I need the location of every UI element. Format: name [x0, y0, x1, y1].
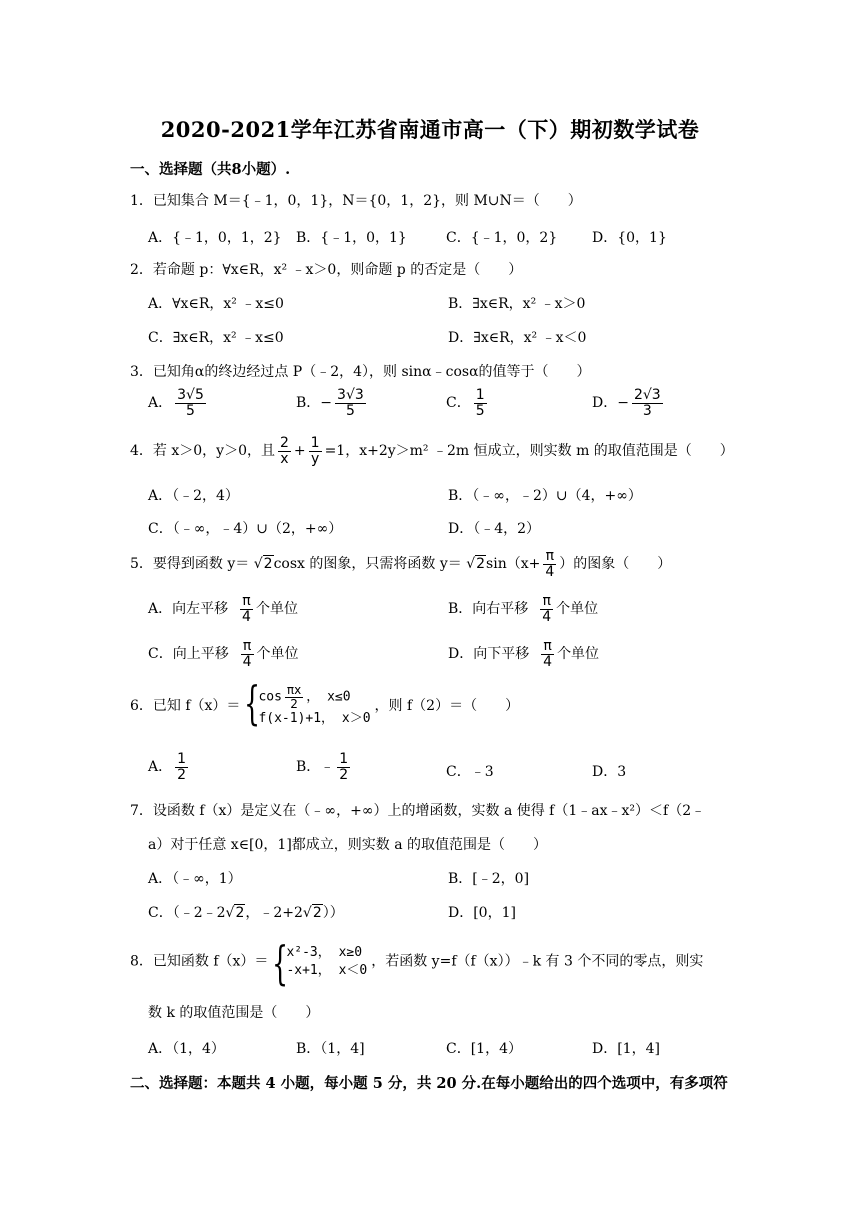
denominator: 2 [339, 766, 349, 783]
question-8-option-d: D．[1，4] [592, 1041, 660, 1057]
question-3-option-b [296, 388, 369, 418]
unit-text: 个单位 [255, 601, 298, 618]
question-4-stem [130, 436, 734, 466]
numerator: 1 [177, 751, 187, 767]
stem-text: ，若函数 y=f（f（x））﹣k 有 3 个不同的零点，则实 [371, 953, 704, 970]
question-6-option-b [296, 752, 353, 782]
minus-sign: − [617, 395, 629, 412]
question-7-line-2: a）对于任意 x∈[0，1]都成立，则实数 a 的取值范围是（ ） [148, 837, 548, 853]
option-letter: C． [446, 395, 471, 412]
question-7-line-1: 7．设函数 f（x）是定义在（﹣∞，+∞）上的增函数，实数 a 使得 f（1﹣ax﹣x²）＜f（2﹣ [130, 803, 706, 819]
fraction [309, 436, 322, 466]
piecewise-function [244, 676, 371, 730]
question-5-option-b [448, 594, 598, 624]
numerator: 1 [475, 387, 485, 403]
question-8-option-b: B．（1，4] [296, 1041, 365, 1057]
question-5-option-c [148, 639, 299, 669]
question-1-option-d: D．{0，1} [592, 230, 667, 246]
denominator: 2 [177, 766, 187, 783]
fraction [241, 639, 254, 669]
stem-text: sin（x+ [486, 556, 541, 573]
section-heading-2: 二、选择题：本题共 4 小题，每小题 5 分，共 20 分.在每小题给出的四个选项中，有多项符 [130, 1075, 728, 1092]
question-4-option-a: A．（﹣2，4） [148, 488, 239, 504]
question-8-option-a: A．（1，4） [148, 1041, 225, 1057]
option-text: C．（﹣2﹣2 [148, 905, 226, 921]
option-text: ）） [322, 905, 344, 921]
question-5-stem [130, 549, 671, 579]
fraction [175, 752, 188, 782]
numerator: πx [286, 683, 302, 697]
option-text: C．向上平移 [148, 646, 229, 663]
equals-text: =1， [324, 443, 360, 460]
stem-text: ）的图象（ ） [559, 556, 672, 573]
fraction [335, 388, 366, 418]
question-8-stem [130, 936, 704, 990]
minus-sign: − [320, 395, 333, 412]
stem-text: 5．要得到函数 y＝ [130, 556, 250, 573]
option-letter: A． [148, 395, 173, 412]
question-2-option-c: C．∃x∈R，x² ﹣x≤0 [148, 330, 284, 346]
left-brace: { [272, 936, 289, 990]
row-text: ， x≤0 [306, 689, 351, 705]
row-text: cos [258, 689, 282, 705]
question-3-option-d [592, 388, 666, 418]
numerator: π [241, 639, 254, 655]
numerator: 1 [339, 751, 349, 767]
piecewise-row-1 [258, 684, 370, 710]
question-1-option-b: B．{﹣1，0，1} [296, 230, 407, 246]
option-letter: B．﹣ [296, 759, 335, 776]
question-6-option-d: D．3 [592, 764, 627, 780]
fraction [278, 436, 291, 466]
question-6-option-a [148, 752, 191, 782]
option-text: A．向左平移 [148, 601, 229, 618]
question-2-option-a: A．∀x∈R，x² ﹣x≤0 [148, 296, 284, 312]
fraction [285, 684, 303, 710]
page-title: 2020-2021学年江苏省南通市高一（下）期初数学试卷 [160, 117, 700, 142]
denominator: 5 [186, 402, 195, 419]
option-letter: D． [592, 395, 618, 412]
question-6-stem [130, 676, 520, 730]
numerator: π [240, 594, 253, 610]
numerator: π [540, 594, 553, 610]
question-2-option-d: D．∃x∈R，x² ﹣x＜0 [448, 330, 587, 346]
option-letter: A． [148, 759, 173, 776]
question-3-option-a [148, 388, 209, 418]
question-1-stem: 1．已知集合 M＝{﹣1，0，1}，N＝{0，1，2}，则 M∪N＝（ ） [130, 193, 582, 209]
numerator: 3√3 [337, 387, 364, 403]
stem-text: 8．已知函数 f（x）＝ [130, 953, 269, 970]
denominator: 5 [345, 402, 355, 419]
fraction [337, 752, 350, 782]
sqrt: √2 [302, 905, 322, 921]
stem-text: cosx 的图象，只需将函数 y＝ [273, 556, 462, 573]
denominator: 4 [242, 608, 251, 625]
question-8-option-c: C．[1，4） [446, 1041, 522, 1057]
denominator: 2 [290, 696, 298, 711]
plus-sign: + [293, 443, 306, 460]
question-7-option-a: A．（﹣∞，1） [148, 871, 242, 887]
option-text: D．向下平移 [448, 646, 530, 663]
option-letter: B． [296, 395, 321, 412]
radicand: 2 [235, 905, 245, 921]
denominator: x [280, 450, 289, 467]
question-7-option-d: D．[0，1] [448, 905, 516, 921]
radicand: 2 [263, 556, 273, 573]
fraction [474, 388, 487, 418]
fraction [240, 594, 253, 624]
question-7-option-c [148, 902, 344, 922]
question-3-option-c [446, 388, 490, 418]
numerator: 1 [310, 435, 320, 451]
question-4-option-b: B．（﹣∞，﹣2）∪（4，+∞） [448, 488, 642, 504]
question-4-option-d: D．（﹣4，2） [448, 521, 541, 537]
denominator: 4 [242, 653, 252, 670]
stem-text: ，则 f（2）＝（ ） [374, 697, 520, 714]
denominator: 4 [545, 563, 555, 580]
question-5-option-d [448, 639, 599, 669]
piecewise-row-1: x²-3， x≥0 [286, 945, 363, 960]
numerator: π [541, 639, 554, 655]
option-text: ，﹣2+2 [245, 905, 303, 921]
question-4-option-c: C．（﹣∞，﹣4）∪（2，+∞） [148, 521, 343, 537]
left-brace: { [244, 676, 261, 730]
fraction [632, 388, 663, 418]
radicand: 2 [312, 905, 322, 921]
question-6-option-c: C．﹣3 [446, 764, 494, 780]
piecewise-row-2: -x+1， x＜0 [286, 962, 368, 978]
question-1-option-a: A．{﹣1，0，1，2} [148, 230, 282, 246]
unit-text: 个单位 [556, 601, 599, 618]
question-7-option-b: B．[﹣2，0] [448, 871, 530, 887]
stem-text: x+2y＞m² ﹣2m 恒成立，则实数 m 的取值范围是（ ） [359, 443, 734, 460]
fraction [541, 639, 554, 669]
numerator: 2√3 [633, 387, 661, 403]
fraction [540, 594, 553, 624]
piecewise-function [272, 936, 368, 990]
section-heading-1: 一、选择题（共8小题）. [130, 161, 291, 178]
unit-text: 个单位 [557, 646, 600, 663]
piecewise-row-2: f(x-1)+1， x＞0 [258, 711, 371, 727]
sqrt: √2 [466, 556, 486, 573]
numerator: 2 [279, 435, 289, 451]
question-8-line-2: 数 k 的取值范围是（ ） [148, 1005, 320, 1021]
numerator: π [543, 549, 556, 565]
option-text: B．向右平移 [448, 601, 529, 618]
numerator: 3√5 [177, 387, 204, 403]
question-3-stem: 3．已知角α的终边经过点 P（﹣2，4），则 sinα﹣cosα的值等于（ ） [130, 364, 591, 380]
question-1-option-c: C．{﹣1，0，2} [446, 230, 558, 246]
question-2-stem: 2．若命题 p：∀x∈R，x² ﹣x＞0，则命题 p 的否定是（ ） [130, 262, 523, 278]
stem-text: 6．已知 f（x）＝ [130, 697, 241, 714]
denominator: 4 [543, 653, 553, 670]
question-5-option-a [148, 594, 298, 624]
stem-text: 4．若 x＞0，y＞0，且 [130, 443, 275, 460]
denominator: y [310, 450, 320, 467]
unit-text: 个单位 [256, 646, 299, 663]
denominator: 3 [642, 402, 652, 419]
denominator: 4 [542, 608, 552, 625]
fraction [175, 388, 206, 418]
fraction [543, 549, 556, 579]
denominator: 5 [475, 402, 485, 419]
sqrt: √2 [225, 905, 245, 921]
radicand: 2 [476, 556, 486, 573]
sqrt: √2 [253, 556, 273, 573]
question-2-option-b: B．∃x∈R，x² ﹣x＞0 [448, 296, 586, 312]
